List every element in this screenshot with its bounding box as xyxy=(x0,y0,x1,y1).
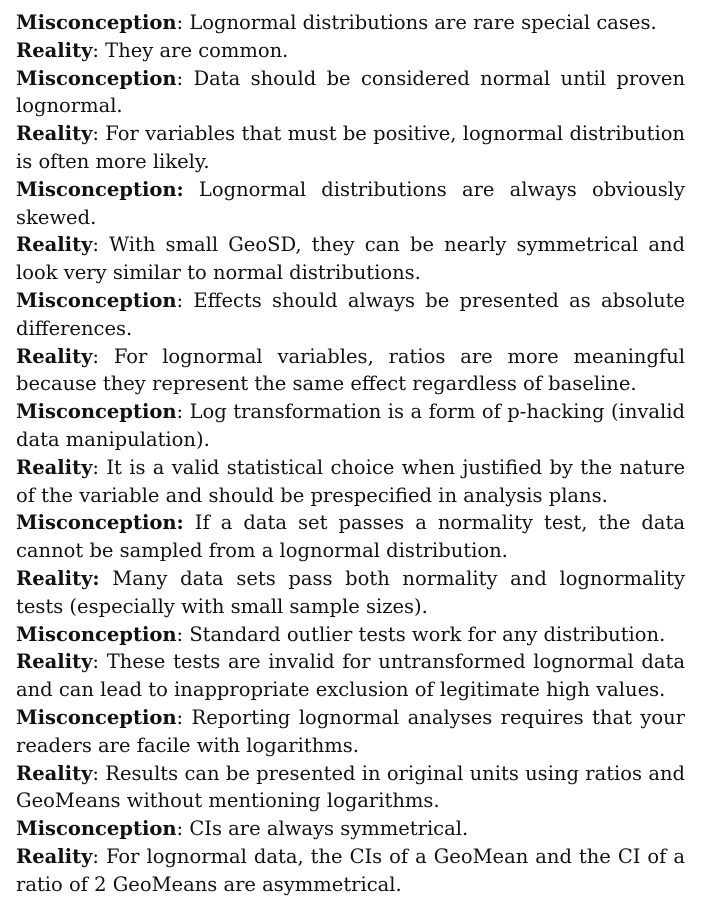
separator: : xyxy=(176,705,184,729)
text: Effects should always be presented as absolute differences. xyxy=(16,288,685,340)
text: Standard outlier tests work for any distribution. xyxy=(183,622,666,646)
label: Misconception xyxy=(16,11,177,34)
text: Lognormal distributions are always obviously skewed. xyxy=(16,177,685,229)
label: Reality xyxy=(16,233,93,257)
text: These tests are invalid for untransformed lognormal data and can lead to inappropriate exclusion of legitimate high values. xyxy=(16,650,685,702)
text: Log transformation is a form of p-hacking (invalid data manipulation). xyxy=(16,400,685,451)
misconception-9 xyxy=(16,815,685,843)
text: Results can be presented in original units using ratios and GeoMeans without mentioning logarithms. xyxy=(16,761,685,813)
label: Misconception xyxy=(16,511,177,535)
text: Lognormal distributions are rare special cases. xyxy=(183,11,657,34)
label: Reality xyxy=(16,38,93,62)
separator: : xyxy=(92,344,99,368)
text: For lognormal data, the CIs of a GeoMean and the CI of a ratio of 2 GeoMeans are asymmetrical. xyxy=(16,844,685,896)
label: Misconception xyxy=(16,400,177,424)
separator: : xyxy=(92,38,99,62)
label: Misconception xyxy=(16,66,177,90)
text: They are common. xyxy=(98,38,289,62)
reality-5 xyxy=(16,454,685,510)
separator: : xyxy=(92,233,99,257)
label: Misconception xyxy=(16,288,177,312)
separator: : xyxy=(176,66,184,90)
reality-4 xyxy=(16,343,685,399)
label: Reality xyxy=(16,650,93,674)
text: If a data set passes a normality test, the data cannot be sampled from a lognormal distribution. xyxy=(16,511,685,563)
reality-8 xyxy=(16,760,685,816)
reality-6 xyxy=(16,565,685,621)
separator: : xyxy=(176,511,184,535)
label: Misconception xyxy=(16,817,177,841)
label: Misconception xyxy=(16,705,177,729)
separator: : xyxy=(92,761,99,785)
text: It is a valid statistical choice when justified by the nature of the variable and should be prespecified in analysis plans. xyxy=(16,455,685,507)
separator: : xyxy=(176,288,184,312)
text: With small GeoSD, they can be nearly symmetrical and look very similar to normal distributions. xyxy=(16,233,685,285)
separator: : xyxy=(92,844,99,868)
misconception-4 xyxy=(16,287,685,343)
label: Reality xyxy=(16,761,93,785)
misconception-2 xyxy=(16,65,685,121)
separator: : xyxy=(176,11,184,34)
label: Misconception xyxy=(16,177,177,201)
reality-9 xyxy=(16,843,685,899)
label: Misconception xyxy=(16,622,177,646)
text: For variables that must be positive, lognormal distribution is often more likely. xyxy=(16,122,685,173)
separator: : xyxy=(176,622,184,646)
text: CIs are always symmetrical. xyxy=(183,817,469,841)
reality-3 xyxy=(16,231,685,287)
label: Reality xyxy=(16,122,93,146)
separator: : xyxy=(176,817,184,841)
reality-1 xyxy=(16,37,685,65)
text: Reporting lognormal analyses requires that your readers are facile with logarithms. xyxy=(16,705,685,757)
reality-7 xyxy=(16,648,685,704)
misconception-7 xyxy=(16,621,685,649)
misconception-3 xyxy=(16,176,685,232)
text: Many data sets pass both normality and lognormality tests (especially with small sample sizes). xyxy=(16,566,685,618)
label: Reality xyxy=(16,455,93,479)
separator: : xyxy=(176,177,184,201)
separator: : xyxy=(92,122,99,146)
text: Data should be considered normal until proven lognormal. xyxy=(16,66,685,118)
separator: : xyxy=(92,650,99,674)
separator: : xyxy=(92,455,99,479)
text: For lognormal variables, ratios are more meaningful because they represent the same effect regardless of baseline. xyxy=(16,344,685,396)
separator: : xyxy=(92,566,100,590)
label: Reality xyxy=(16,566,93,590)
misconception-1 xyxy=(16,9,685,37)
misconception-8 xyxy=(16,704,685,760)
separator: : xyxy=(176,400,184,424)
label: Reality xyxy=(16,844,93,868)
misconception-5 xyxy=(16,398,685,454)
label: Reality xyxy=(16,344,93,368)
misconception-6 xyxy=(16,509,685,565)
reality-2 xyxy=(16,120,685,176)
